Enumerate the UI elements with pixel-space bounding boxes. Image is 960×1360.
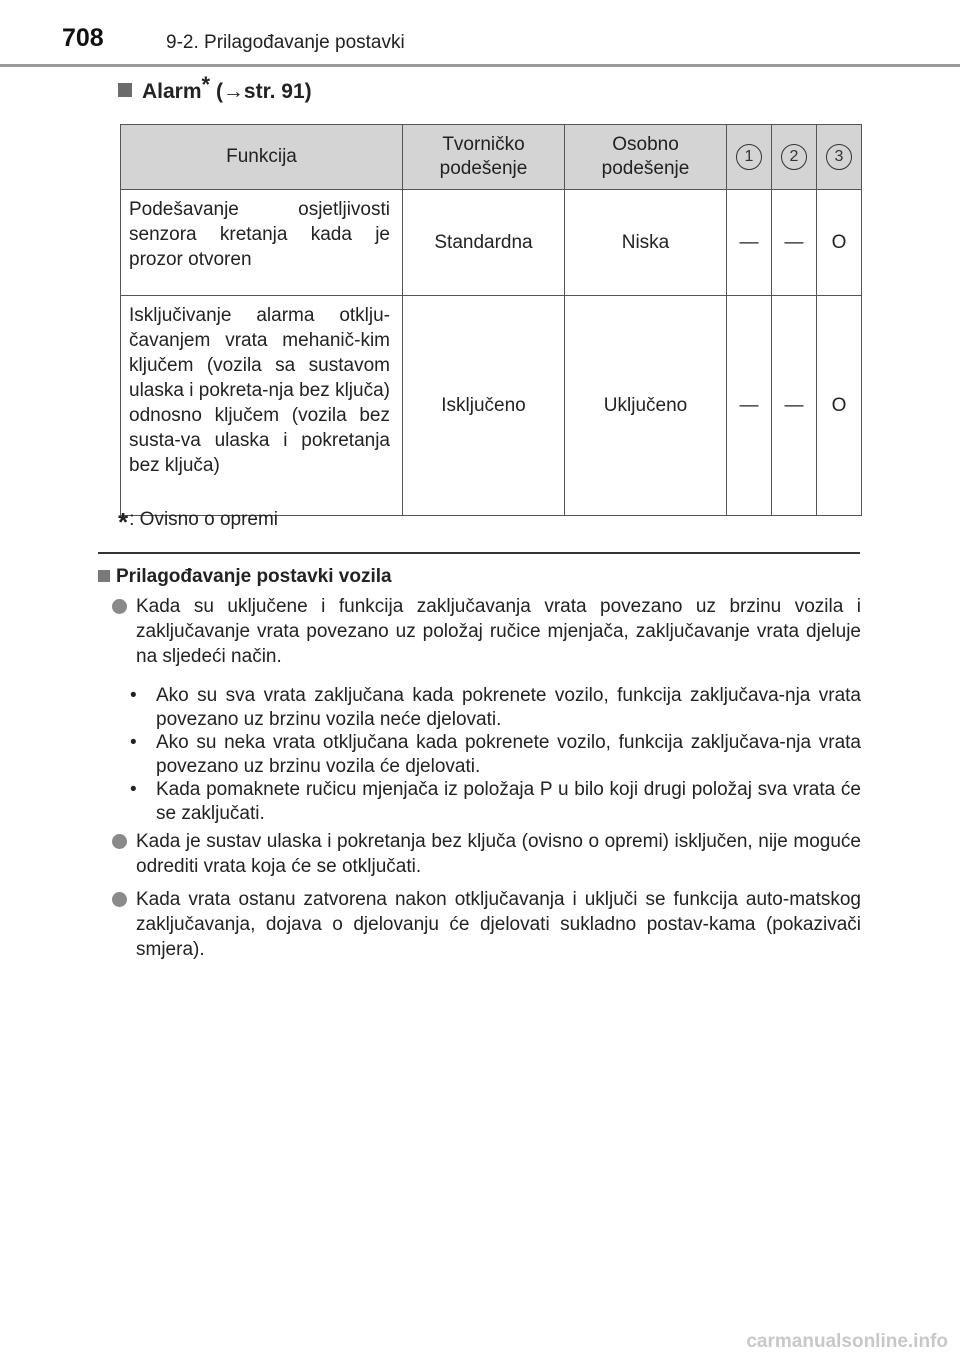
section-divider xyxy=(98,552,860,554)
footnote-star: * xyxy=(118,507,129,537)
cell-method-2: — xyxy=(772,190,817,296)
circled-1-icon: 1 xyxy=(736,144,762,170)
circle-bullet-icon xyxy=(112,892,127,907)
header-factory-setting: Tvorničko podešenje xyxy=(403,125,565,190)
sub-bullet-marker: • xyxy=(130,779,137,800)
footnote xyxy=(118,507,278,538)
cell-method-3: O xyxy=(817,190,862,296)
header-method-2 xyxy=(772,125,817,190)
bullet-text: Kada je sustav ulaska i pokretanja bez ključa (ovisno o opremi) isključen, nije moguće odrediti vrata koja će se otključati. xyxy=(136,831,861,877)
cell-method-2: — xyxy=(772,296,817,516)
sub-bullet-text: Ako su neka vrata otključana kada pokrenete vozilo, funkcija zaključava-nja vrata povezano uz brzinu vozila će djelovati. xyxy=(156,732,861,777)
cell-function: Isključivanje alarma otklju-čavanjem vrata mehanič-kim ključem (vozila sa sustavom ulaska i pokreta-nja bez ključa) odnosno ključem (vozila bez susta-va ulaska i pokretanja bez ključa) xyxy=(121,296,403,516)
header-method-1 xyxy=(727,125,772,190)
footnote-marker: * xyxy=(201,72,211,97)
page-number: 708 xyxy=(62,24,104,52)
sub-bullet-text: Ako su sva vrata zaključana kada pokrenete vozilo, funkcija zaključava-nja vrata povezano uz brzinu vozila neće djelovati. xyxy=(156,685,861,730)
header-method-3 xyxy=(817,125,862,190)
cell-factory: Standardna xyxy=(403,190,565,296)
square-bullet-icon xyxy=(118,83,132,97)
list-item xyxy=(112,887,861,962)
bullet-text: Kada su uključene i funkcija zaključavanja vrata povezano uz brzinu vozila i zaključavanje vrata povezano uz položaj ručice mjenjača, zaključavanje vrata djeluje na sljedeći način. xyxy=(136,596,861,667)
sub-list-item xyxy=(130,731,861,779)
square-bullet-icon xyxy=(98,570,110,582)
section-title: 9-2. Prilagođavanje postavki xyxy=(166,32,405,53)
cell-factory: Isključeno xyxy=(403,296,565,516)
circled-3-icon: 3 xyxy=(826,144,852,170)
sub-list-item xyxy=(130,778,861,826)
cell-method-3: O xyxy=(817,296,862,516)
alarm-title: Alarm xyxy=(142,80,202,103)
bullet-text: Kada vrata ostanu zatvorena nakon otključavanja i uključi se funkcija auto-matskog zaključavanja, dojava o djelovanju će djelovati sukladno postav-kama (pokazivači smjera). xyxy=(136,889,861,960)
cell-method-1: — xyxy=(727,190,772,296)
table-row xyxy=(121,190,862,296)
list-item xyxy=(112,594,861,669)
footnote-text: : Ovisno o opremi xyxy=(129,509,279,530)
circle-bullet-icon xyxy=(112,834,127,849)
sub-bullet-marker: • xyxy=(130,732,137,753)
header-personal-setting: Osobno podešenje xyxy=(565,125,727,190)
cell-personal: Uključeno xyxy=(565,296,727,516)
notes-heading-text: Prilagođavanje postavki vozila xyxy=(116,566,392,587)
cell-method-1: — xyxy=(727,296,772,516)
sub-list-item xyxy=(130,684,861,732)
cell-function: Podešavanje osjetljivosti senzora kretanja kada je prozor otvoren xyxy=(121,190,403,296)
circle-bullet-icon xyxy=(112,599,127,614)
sub-bullet-text: Kada pomaknete ručicu mjenjača iz položaja P u bilo koji drugi položaj sva vrata će se zaključati. xyxy=(156,779,861,824)
table-row xyxy=(121,296,862,516)
page-reference-link[interactable]: (→str. 91) xyxy=(215,80,312,103)
sub-bullet-marker: • xyxy=(130,685,137,706)
header-divider xyxy=(0,64,960,67)
circled-2-icon: 2 xyxy=(781,144,807,170)
cell-personal: Niska xyxy=(565,190,727,296)
table-header-row xyxy=(121,125,862,190)
alarm-settings-table xyxy=(120,124,862,516)
notes-heading xyxy=(98,566,392,588)
page-header xyxy=(0,0,960,70)
alarm-heading xyxy=(118,72,312,104)
list-item xyxy=(112,829,861,879)
watermark: carmanualsonline.info xyxy=(746,1331,948,1352)
header-function: Funkcija xyxy=(121,125,403,190)
